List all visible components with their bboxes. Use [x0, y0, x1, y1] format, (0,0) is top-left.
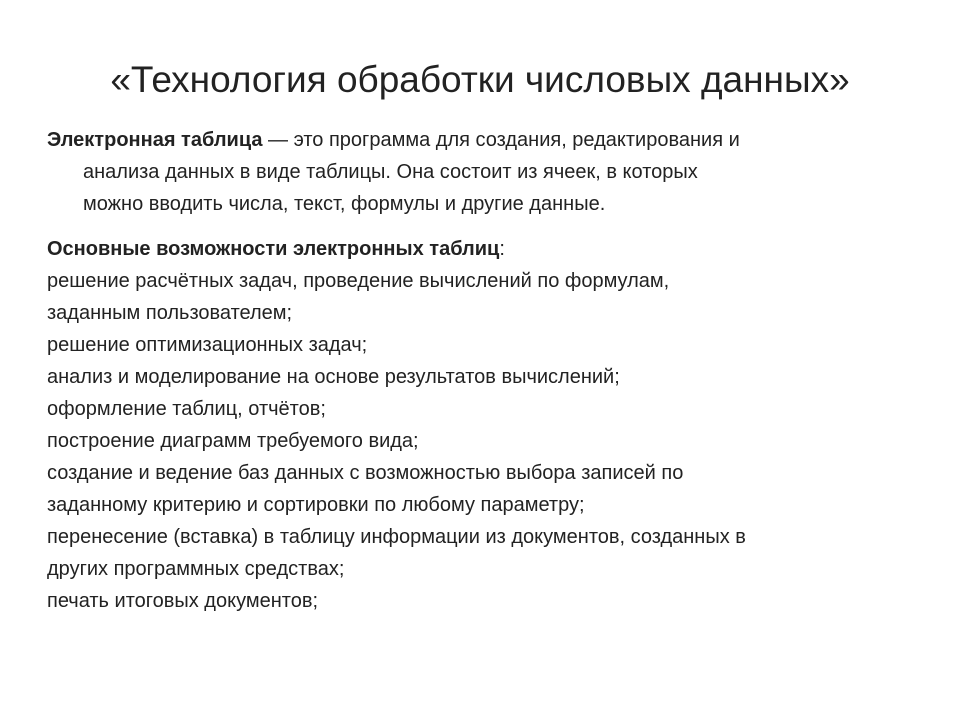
feature-line: других программных средствах;: [47, 558, 345, 580]
feature-line: решение оптимизационных задач;: [47, 334, 368, 356]
features-heading-text: Основные возможности электронных таблиц: [47, 238, 500, 260]
definition-line-2: анализа данных в виде таблицы. Она состоит из ячеек, в которых: [83, 161, 698, 183]
feature-line: печать итоговых документов;: [47, 590, 318, 612]
definition-line-1-text: — это программа для создания, редактирования и: [262, 129, 740, 151]
definition-line-3: можно вводить числа, текст, формулы и другие данные.: [83, 193, 606, 215]
definition-paragraph: [47, 124, 907, 220]
features-heading: [47, 233, 927, 265]
feature-line: решение расчётных задач, проведение вычислений по формулам,: [47, 270, 670, 292]
feature-line: заданным пользователем;: [47, 302, 293, 324]
feature-line: построение диаграмм требуемого вида;: [47, 430, 419, 452]
feature-line: создание и ведение баз данных с возможностью выбора записей по: [47, 462, 684, 484]
features-heading-colon: :: [499, 238, 505, 260]
definition-line-1: [47, 124, 907, 156]
feature-line: анализ и моделирование на основе результатов вычислений;: [47, 366, 620, 388]
features-list: [47, 233, 927, 617]
definition-term: Электронная таблица: [47, 129, 263, 151]
feature-line: оформление таблиц, отчётов;: [47, 398, 326, 420]
feature-line: заданному критерию и сортировки по любому параметру;: [47, 494, 585, 516]
slide-title: «Технология обработки числовых данных»: [110, 59, 850, 100]
feature-line: перенесение (вставка) в таблицу информации из документов, созданных в: [47, 526, 746, 548]
